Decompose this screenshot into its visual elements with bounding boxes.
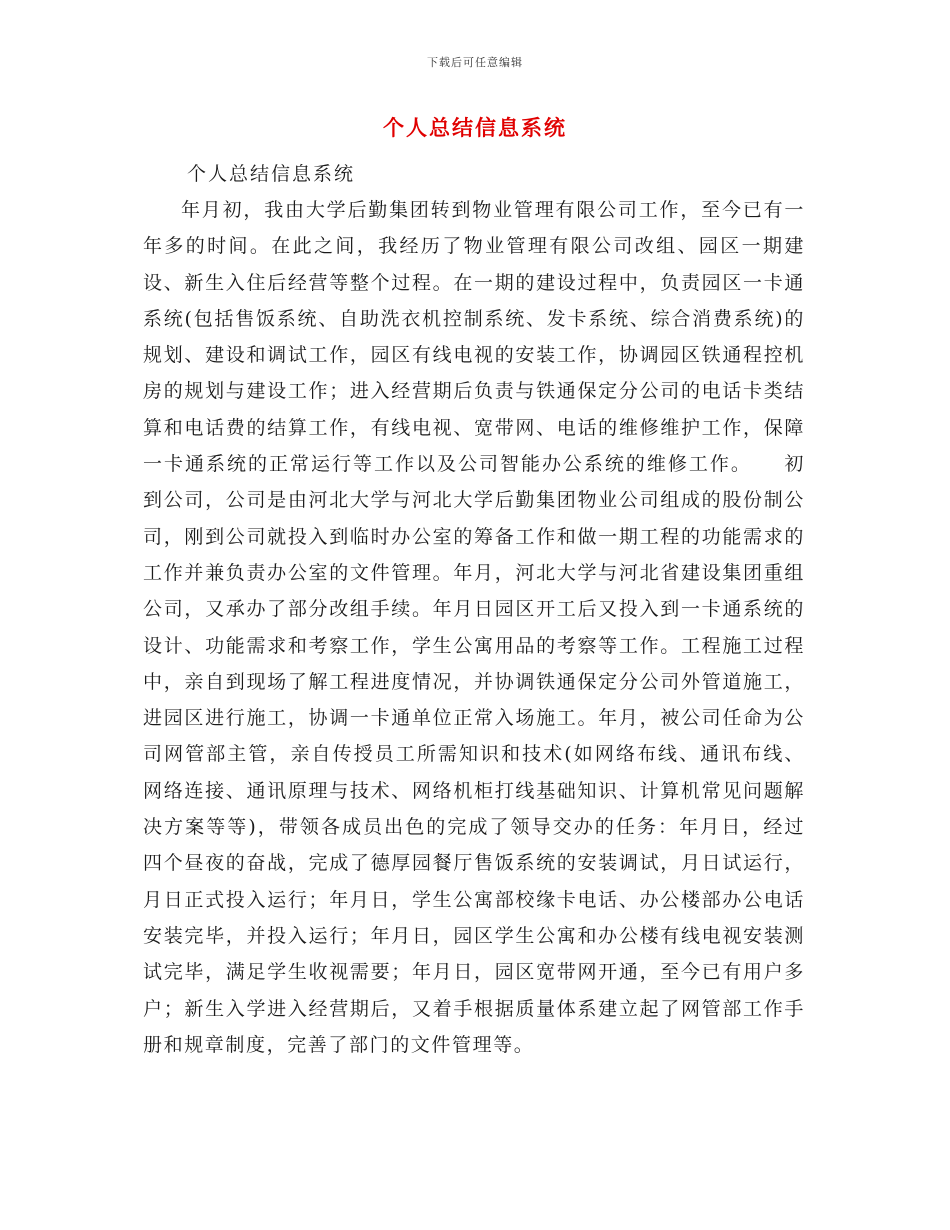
page-header-note: 下载后可任意编辑 xyxy=(427,56,523,69)
document-body xyxy=(143,156,805,1063)
section-subheading: 个人总结信息系统 xyxy=(187,163,356,185)
document-title: 个人总结信息系统 xyxy=(383,115,567,140)
body-paragraph: 年月初，我由大学后勤集团转到物业管理有限公司工作，至今已有一年多的时间。在此之间，我经历了物业管理有限公司改组、园区一期建设、新生入住后经营等整个过程。在一期的建设过程中，负责园区一卡通系统(包括售饭系统、自助洗衣机控制系统、发卡系统、综合消费系统)的规划、建设和调试工作，园区有线电视的安装工作，协调园区铁通程控机房的规划与建设工作；进入经营期后负责与铁通保定分公司的电话卡类结算和电话费的结算工作，有线电视、宽带网、电话的维修维护工作，保障一卡通系统的正常运行等工作以及公司智能办公系统的维修工作。 初到公司，公司是由河北大学与河北大学后勤集团物业公司组成的股份制公司，刚到公司就投入到临时办公室的筹备工作和做一期工程的功能需求的工作并兼负责办公室的文件管理。年月，河北大学与河北省建设集团重组公司，又承办了部分改组手续。年月日园区开工后又投入到一卡通系统的设计、功能需求和考察工作，学生公寓用品的考察等工作。工程施工过程中，亲自到现场了解工程进度情况，并协调铁通保定分公司外管道施工，进园区进行施工，协调一卡通单位正常入场施工。年月，被公司任命为公司网管部主管，亲自传授员工所需知识和技术(如网络布线、通讯布线、网络连接、通讯原理与技术、网络机柜打线基础知识、计算机常见问题解决方案等等)，带领各成员出色的完成了领导交办的任务：年月日，经过四个昼夜的奋战，完成了德厚园餐厅售饭系统的安装调试，月日试运行，月日正式投入运行；年月日，学生公寓部校缘卡电话、办公楼部办公电话安装完毕，并投入运行；年月日，园区学生公寓和办公楼有线电视安装测试完毕，满足学生收视需要；年月日，园区宽带网开通，至今已有用户多户；新生入学进入经营期后，又着手根据质量体系建立起了网管部工作手册和规章制度，完善了部门的文件管理等。 xyxy=(143,199,805,1056)
